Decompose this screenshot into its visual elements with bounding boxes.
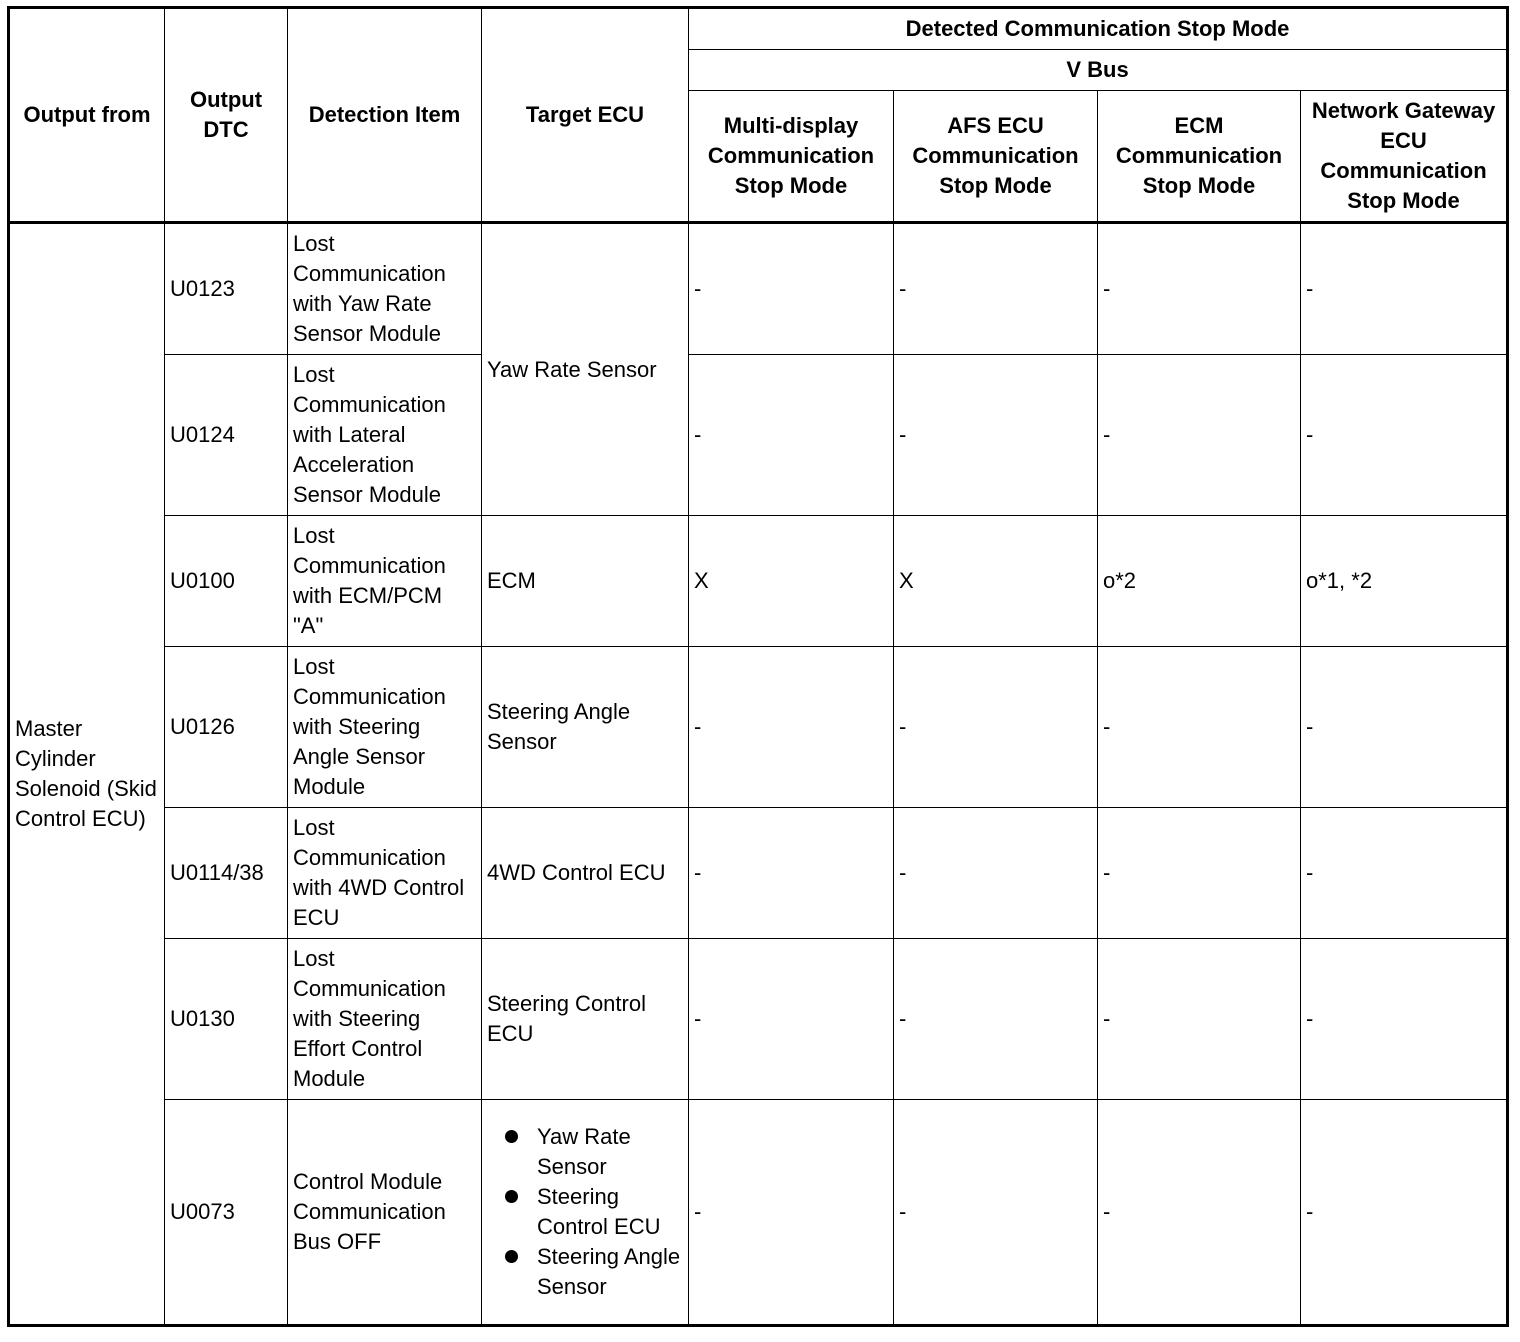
mode-cell: - [689,223,894,355]
mode-cell: - [1098,647,1301,808]
mode-cell: - [894,1100,1098,1326]
table-row [9,647,1508,808]
header-v-bus: V Bus [689,50,1508,91]
detection-item-cell: Control Module Communication Bus OFF [288,1100,482,1326]
mode-cell: X [689,516,894,647]
dtc-cell: U0123 [165,223,288,355]
mode-cell: - [689,808,894,939]
target-ecu-cell: Steering Angle Sensor [482,647,689,808]
mode-cell: - [689,355,894,516]
list-item-label: Yaw Rate Sensor [537,1124,631,1179]
header-output-dtc: Output DTC [165,8,288,223]
table-row [9,516,1508,647]
target-ecu-cell: Steering Control ECU [482,939,689,1100]
target-ecu-cell: Yaw Rate Sensor [482,223,689,516]
header-ecm-stop-mode: ECM Communication Stop Mode [1098,91,1301,223]
output-from-cell: Master Cylinder Solenoid (Skid Control ECU) [9,223,165,1326]
mode-cell: - [1301,355,1508,516]
table-row [9,939,1508,1100]
mode-cell: - [1301,1100,1508,1326]
mode-cell: - [689,647,894,808]
list-item [501,1122,683,1182]
bullet-icon [505,1130,518,1143]
header-output-from: Output from [9,8,165,223]
list-item [501,1242,683,1302]
mode-cell: - [894,223,1098,355]
detection-item-cell: Lost Communication with Steering Angle Sensor Module [288,647,482,808]
table-row [9,355,1508,516]
mode-cell: - [1098,939,1301,1100]
mode-cell: o*2 [1098,516,1301,647]
list-item-label: Steering Angle Sensor [537,1244,681,1299]
detection-item-cell: Lost Communication with Lateral Acceleration Sensor Module [288,355,482,516]
list-item [501,1182,683,1242]
header-detected-stop-mode: Detected Communication Stop Mode [689,8,1508,50]
header-target-ecu: Target ECU [482,8,689,223]
header-row-group [9,8,1508,50]
mode-cell: - [894,647,1098,808]
mode-cell: - [1301,223,1508,355]
mode-cell: - [689,1100,894,1326]
header-detection-item: Detection Item [288,8,482,223]
detection-item-cell: Lost Communication with Yaw Rate Sensor Module [288,223,482,355]
list-item-label: Steering Control ECU [537,1184,661,1239]
mode-cell: X [894,516,1098,647]
mode-cell: - [1098,808,1301,939]
mode-cell: - [689,939,894,1100]
mode-cell: - [894,808,1098,939]
target-ecu-list [487,1122,683,1302]
mode-cell: - [1301,808,1508,939]
bullet-icon [505,1190,518,1203]
table-row [9,1100,1508,1326]
table-header [9,8,1508,223]
target-ecu-list-cell [482,1100,689,1326]
dtc-cell: U0100 [165,516,288,647]
detection-item-cell: Lost Communication with 4WD Control ECU [288,808,482,939]
detection-item-cell: Lost Communication with Steering Effort Control Module [288,939,482,1100]
header-network-gateway-stop-mode: Network Gateway ECU Communication Stop Mode [1301,91,1508,223]
target-ecu-cell: ECM [482,516,689,647]
mode-cell: - [1301,647,1508,808]
mode-cell: - [1098,355,1301,516]
mode-cell: - [1098,223,1301,355]
mode-cell: o*1, *2 [1301,516,1508,647]
mode-cell: - [1301,939,1508,1100]
header-multi-display-stop-mode: Multi-display Communication Stop Mode [689,91,894,223]
dtc-cell: U0073 [165,1100,288,1326]
table-row [9,808,1508,939]
dtc-cell: U0114/38 [165,808,288,939]
detection-item-cell: Lost Communication with ECM/PCM "A" [288,516,482,647]
target-ecu-cell: 4WD Control ECU [482,808,689,939]
dtc-cell: U0126 [165,647,288,808]
mode-cell: - [894,939,1098,1100]
bullet-icon [505,1250,518,1263]
dtc-cell: U0130 [165,939,288,1100]
mode-cell: - [1098,1100,1301,1326]
dtc-cell: U0124 [165,355,288,516]
table-row [9,223,1508,355]
mode-cell: - [894,355,1098,516]
table-body [9,223,1508,1326]
dtc-table [7,6,1509,1327]
header-afs-ecu-stop-mode: AFS ECU Communication Stop Mode [894,91,1098,223]
